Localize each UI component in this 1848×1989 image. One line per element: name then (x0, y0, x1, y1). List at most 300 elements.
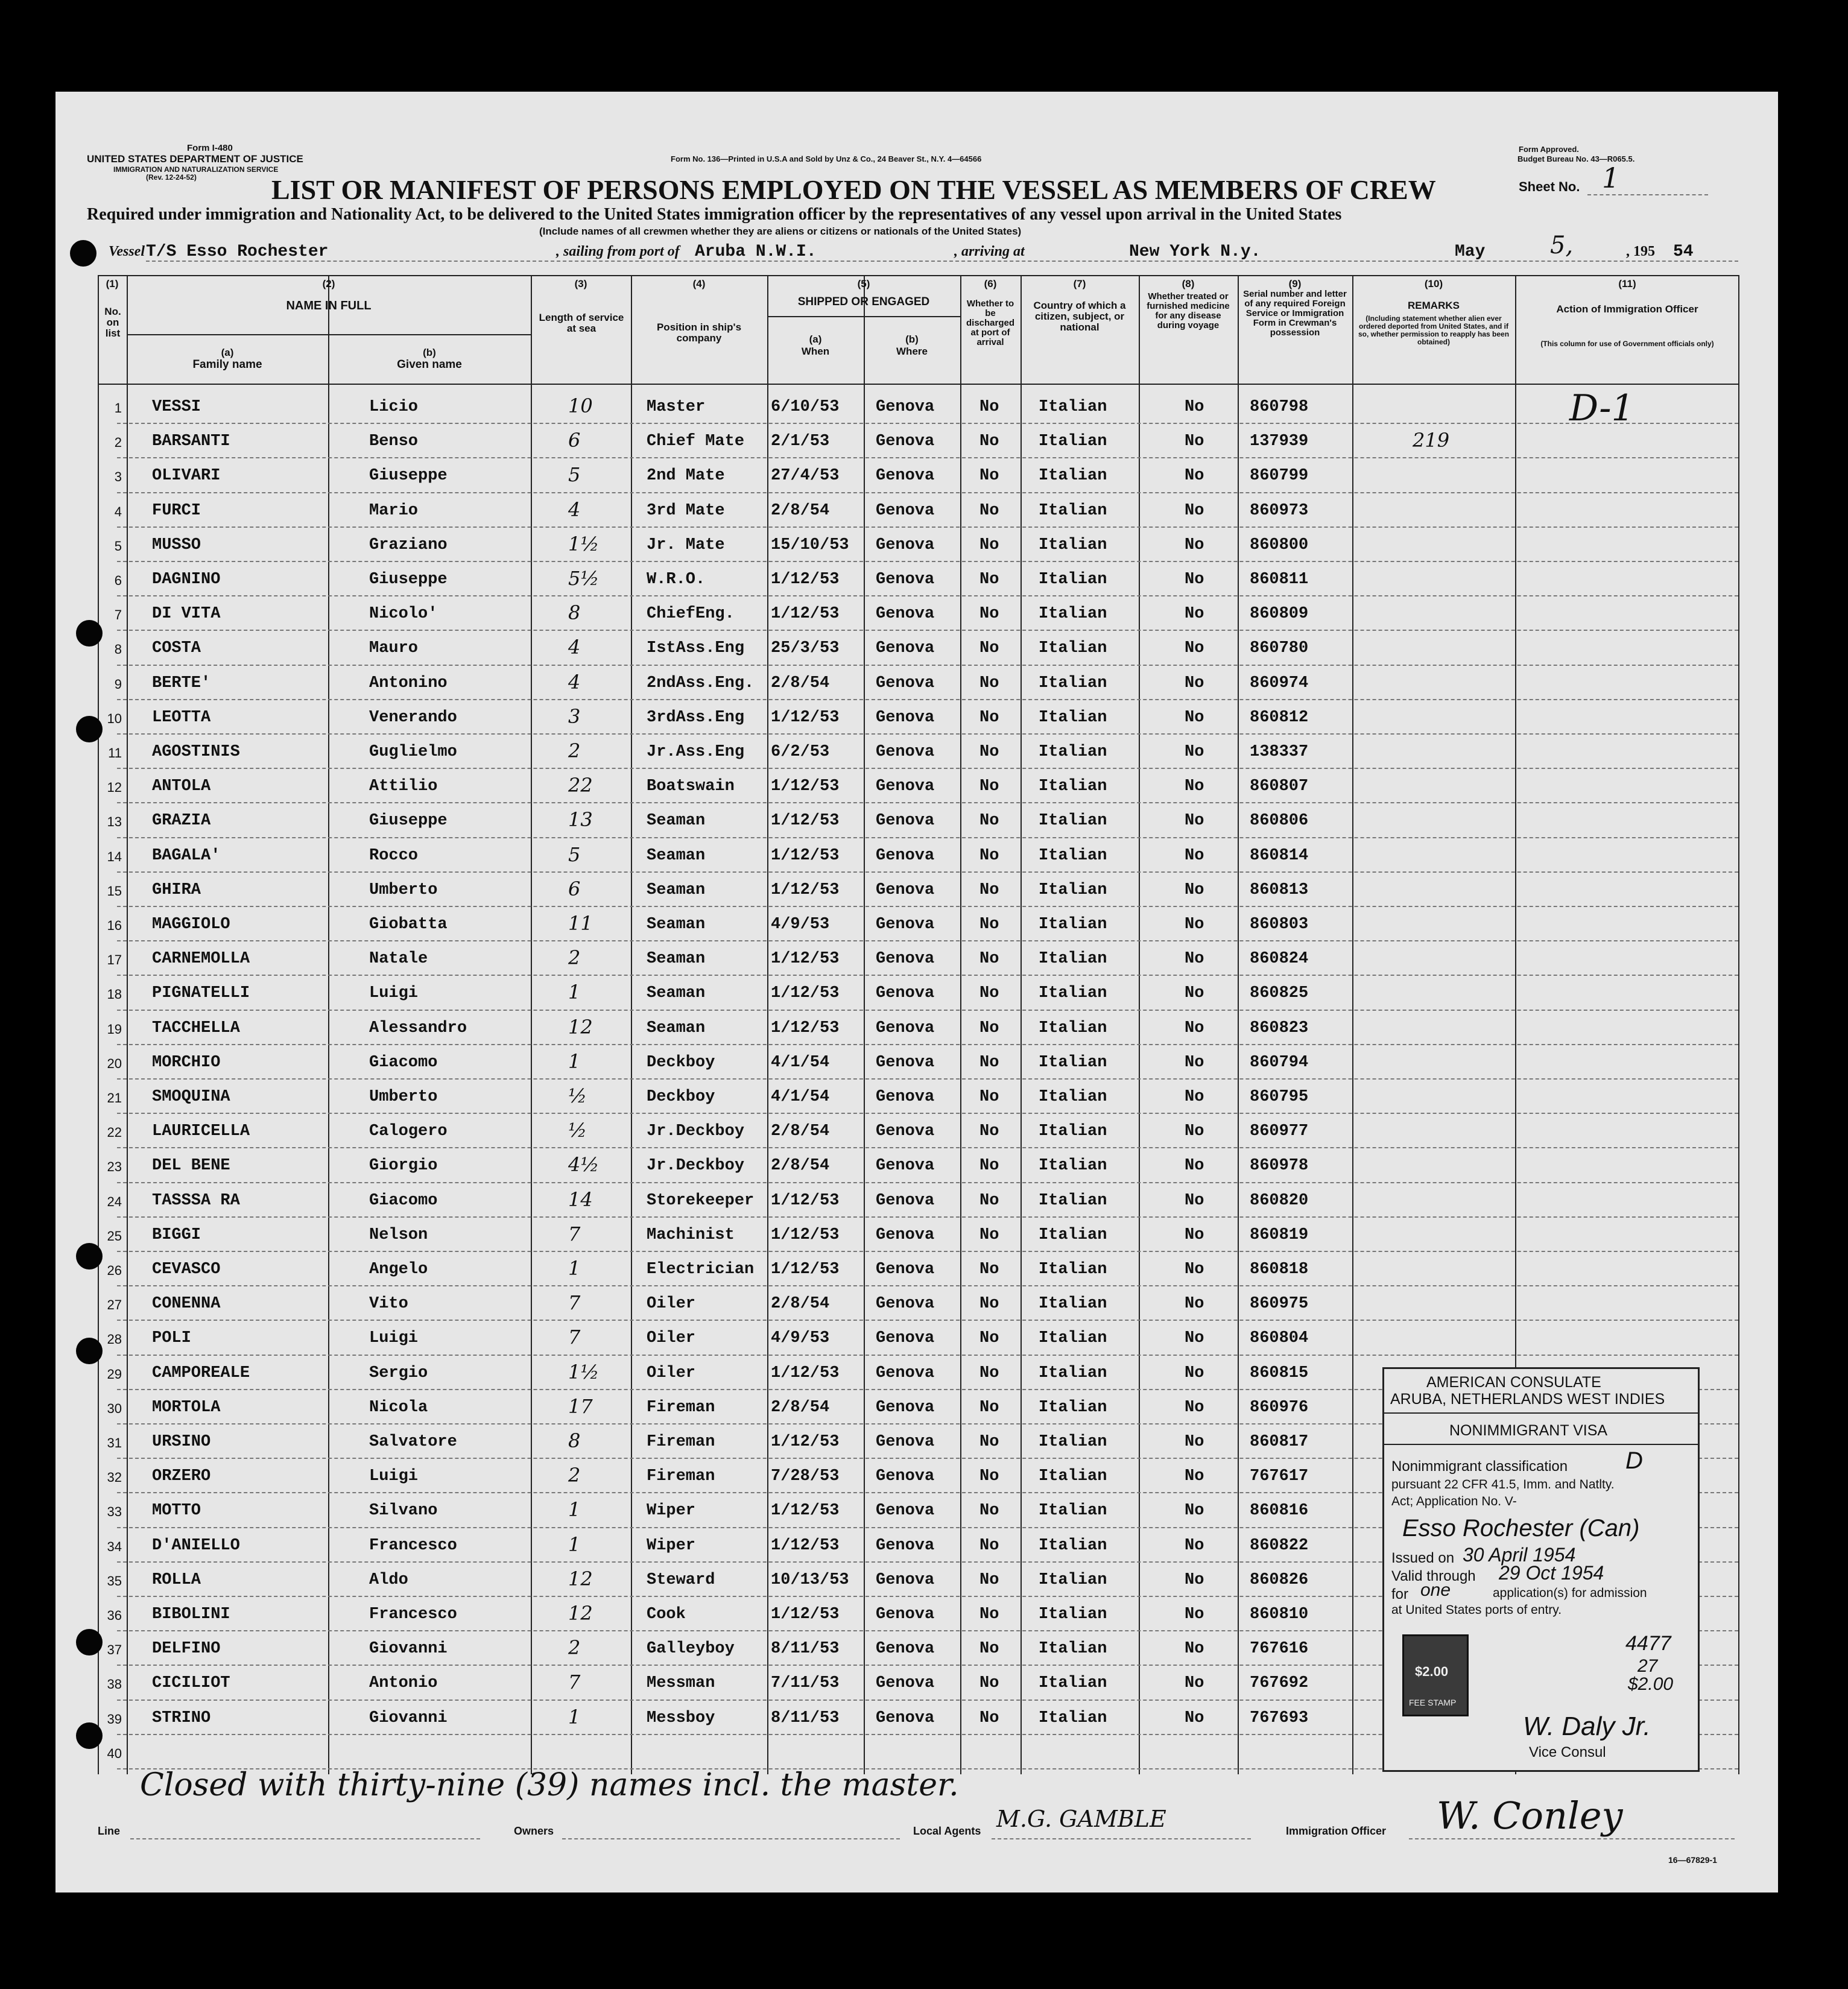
col4-number: (4) (692, 278, 706, 289)
shipped-where-cell: Genova (876, 846, 935, 865)
col10-number: (10) (1424, 278, 1443, 289)
shipped-where-cell: Genova (876, 467, 935, 485)
country-cell: Italian (1039, 708, 1107, 727)
shipped-when-cell: 2/8/54 (771, 501, 830, 520)
serial-number-cell: 860824 (1250, 950, 1309, 969)
service-length-cell: 7 (568, 1222, 581, 1245)
row-rule (117, 1216, 1738, 1218)
col2-label: NAME IN FULL (286, 299, 372, 312)
position-cell: Oiler (647, 1364, 696, 1382)
col10-note: (Including statement whether alien ever ordered deported from United States, and if so, whether permission to reapply has been obtained) (1358, 314, 1510, 346)
row-number: 20 (107, 1055, 122, 1071)
position-cell: Master (647, 398, 706, 416)
given-name-cell: Luigi (369, 1467, 419, 1486)
given-name-cell: Antonio (369, 1674, 438, 1693)
country-cell: Italian (1039, 398, 1107, 416)
shipped-where-cell: Genova (876, 1157, 935, 1175)
medicine-cell: No (1185, 1570, 1204, 1589)
row-number: 12 (107, 780, 122, 795)
row-number: 25 (107, 1228, 122, 1244)
country-cell: Italian (1039, 1157, 1107, 1175)
medicine-cell: No (1185, 1502, 1204, 1520)
service-length-cell: ½ (568, 1084, 587, 1107)
row-rule (117, 906, 1738, 907)
row-rule (117, 1147, 1738, 1148)
row-rule (117, 1285, 1738, 1286)
given-name-cell: Sergio (369, 1364, 428, 1382)
service-length-cell: 4 (568, 636, 581, 659)
medicine-cell: No (1185, 467, 1204, 485)
service-length-cell: 4 (568, 670, 581, 694)
shipped-when-cell: 4/1/54 (771, 1053, 830, 1072)
form-code: 16—67829-1 (1668, 1855, 1717, 1865)
given-name-cell: Licio (369, 398, 419, 416)
service-length-cell: 1 (568, 1705, 581, 1728)
serial-number-cell: 767693 (1250, 1709, 1309, 1727)
service-length-cell: 11 (568, 912, 593, 935)
service-length-cell: ½ (568, 1119, 587, 1142)
medicine-cell: No (1185, 1088, 1204, 1106)
shipped-where-cell: Genova (876, 915, 935, 934)
country-cell: Italian (1039, 1433, 1107, 1451)
fee-stamp-amount: $2.00 (1415, 1664, 1449, 1679)
shipped-when-cell: 2/1/53 (771, 432, 830, 451)
shipped-where-cell: Genova (876, 1536, 935, 1555)
shipped-where-cell: Genova (876, 1295, 935, 1314)
given-name-cell: Alessandro (369, 1019, 467, 1037)
medicine-cell: No (1185, 1053, 1204, 1072)
country-cell: Italian (1039, 1225, 1107, 1244)
family-name-cell: MUSSO (152, 536, 201, 554)
medicine-cell: No (1185, 1260, 1204, 1279)
shipped-where-cell: Genova (876, 1709, 935, 1727)
shipped-when-cell: 2/8/54 (771, 674, 830, 692)
shipped-when-cell: 1/12/53 (771, 777, 840, 796)
serial-number-cell: 860804 (1250, 1329, 1309, 1348)
family-name-cell: GHIRA (152, 881, 201, 899)
family-name-cell: CARNEMOLLA (152, 950, 250, 969)
service-length-cell: 17 (568, 1394, 593, 1418)
stamp-classification-label: Nonimmigrant classification (1391, 1458, 1568, 1475)
col7-label: Country of which a citizen, subject, or national (1033, 300, 1126, 333)
family-name-cell: GRAZIA (152, 812, 211, 830)
footer-line-underline (130, 1838, 480, 1839)
row-rule (117, 423, 1738, 424)
medicine-cell: No (1185, 743, 1204, 761)
family-name-cell: DEL BENE (152, 1157, 230, 1175)
column-rule (1021, 275, 1022, 1774)
given-name-cell: Mauro (369, 639, 419, 658)
row-number: 2 (114, 435, 122, 451)
row-number: 34 (107, 1538, 122, 1554)
service-length-cell: 10 (568, 394, 593, 417)
position-cell: Galleyboy (647, 1640, 735, 1659)
col9-number: (9) (1288, 278, 1302, 289)
column-rule (767, 275, 768, 1774)
medicine-cell: No (1185, 846, 1204, 865)
shipped-when-cell: 27/4/53 (771, 467, 840, 485)
discharged-cell: No (979, 1398, 999, 1417)
col1-number: (1) (106, 278, 119, 289)
medicine-cell: No (1185, 915, 1204, 934)
shipped-when-cell: 1/12/53 (771, 708, 840, 727)
shipped-where-cell: Genova (876, 1053, 935, 1072)
service-length-cell: 2 (568, 1464, 581, 1487)
shipped-where-cell: Genova (876, 1640, 935, 1659)
family-name-cell: MORCHIO (152, 1053, 221, 1072)
shipped-where-cell: Genova (876, 571, 935, 589)
column-rule (864, 275, 865, 1774)
stamp-act: Act; Application No. V- (1391, 1494, 1517, 1508)
footer-owners-label: Owners (514, 1825, 554, 1837)
row-number: 32 (107, 1470, 122, 1485)
shipped-when-cell: 1/12/53 (771, 1225, 840, 1244)
stamp-application-text: application(s) for admission (1493, 1586, 1647, 1600)
position-cell: 2ndAss.Eng. (647, 674, 755, 692)
position-cell: Fireman (647, 1398, 715, 1417)
footer-officer-label: Immigration Officer (1286, 1825, 1387, 1837)
row-rule (117, 733, 1738, 735)
given-name-cell: Nicola (369, 1398, 428, 1417)
discharged-cell: No (979, 1157, 999, 1175)
col8-label: Whether treated or furnished medicine for any disease during voyage (1147, 291, 1230, 330)
medicine-cell: No (1185, 536, 1204, 554)
country-cell: Italian (1039, 1019, 1107, 1037)
serial-number-cell: 860812 (1250, 708, 1309, 727)
given-name-cell: Aldo (369, 1570, 408, 1589)
position-cell: Seaman (647, 812, 706, 830)
punch-hole (70, 240, 97, 267)
position-cell: Electrician (647, 1260, 755, 1279)
country-cell: Italian (1039, 674, 1107, 692)
shipped-when-cell: 2/8/54 (771, 1295, 830, 1314)
row-rule (117, 1355, 1738, 1356)
medicine-cell: No (1185, 984, 1204, 1003)
row-number: 19 (107, 1021, 122, 1037)
shipped-where-cell: Genova (876, 639, 935, 658)
medicine-cell: No (1185, 1157, 1204, 1175)
service-length-cell: 4 (568, 498, 581, 521)
col11-number: (11) (1618, 278, 1636, 289)
country-cell: Italian (1039, 812, 1107, 830)
closing-note: Closed with thirty-nine (39) names incl. the master. (140, 1767, 959, 1803)
shipped-when-cell: 1/12/53 (771, 1605, 840, 1624)
serial-number-cell: 767616 (1250, 1640, 1309, 1659)
country-cell: Italian (1039, 1088, 1107, 1106)
shipped-where-cell: Genova (876, 881, 935, 899)
country-cell: Italian (1039, 1570, 1107, 1589)
serial-number-cell: 767692 (1250, 1674, 1309, 1693)
position-cell: Oiler (647, 1295, 696, 1314)
family-name-cell: CICILIOT (152, 1674, 230, 1693)
serial-number-cell: 860825 (1250, 984, 1309, 1003)
discharged-cell: No (979, 1329, 999, 1348)
row-number: 26 (107, 1263, 122, 1278)
discharged-cell: No (979, 881, 999, 899)
shipped-when-cell: 8/11/53 (771, 1640, 840, 1659)
remarks-cell: 219 (1413, 429, 1450, 452)
shipped-when-cell: 10/13/53 (771, 1570, 849, 1589)
country-cell: Italian (1039, 432, 1107, 451)
row-number: 10 (107, 710, 122, 726)
position-cell: Seaman (647, 984, 706, 1003)
col8-number: (8) (1182, 278, 1195, 289)
given-name-cell: Angelo (369, 1260, 428, 1279)
row-rule (117, 526, 1738, 528)
discharged-cell: No (979, 639, 999, 658)
country-cell: Italian (1039, 881, 1107, 899)
medicine-cell: No (1185, 1398, 1204, 1417)
shipped-where-cell: Genova (876, 1433, 935, 1451)
serial-number-cell: 860976 (1250, 1398, 1309, 1417)
country-cell: Italian (1039, 1295, 1107, 1314)
column-rule (1238, 275, 1239, 1774)
row-rule (117, 1010, 1738, 1011)
serial-number-cell: 860977 (1250, 1122, 1309, 1141)
shipped-where-cell: Genova (876, 674, 935, 692)
serial-number-cell: 860823 (1250, 1019, 1309, 1037)
service-length-cell: 2 (568, 1636, 581, 1660)
country-cell: Italian (1039, 467, 1107, 485)
family-name-cell: TASSSA RA (152, 1191, 240, 1210)
given-name-cell: Giacomo (369, 1191, 438, 1210)
shipped-where-cell: Genova (876, 1088, 935, 1106)
discharged-cell: No (979, 398, 999, 416)
arriving-label: , arriving at (954, 244, 1025, 259)
position-cell: Fireman (647, 1433, 715, 1451)
serial-number-cell: 860978 (1250, 1157, 1309, 1175)
discharged-cell: No (979, 812, 999, 830)
col5-label: SHIPPED OR ENGAGED (797, 296, 930, 308)
col1-label: No. on list (104, 306, 121, 339)
discharged-cell: No (979, 1467, 999, 1486)
position-cell: 3rd Mate (647, 501, 725, 520)
fee-stamp-label: FEE STAMP (1409, 1698, 1457, 1707)
country-cell: Italian (1039, 1674, 1107, 1693)
given-name-cell: Giuseppe (369, 571, 448, 589)
medicine-cell: No (1185, 571, 1204, 589)
row-number: 4 (114, 504, 122, 519)
sheet-label: Sheet No. (1519, 179, 1580, 194)
position-cell: Deckboy (647, 1088, 715, 1106)
country-cell: Italian (1039, 1709, 1107, 1727)
shipped-when-cell: 4/9/53 (771, 1329, 830, 1348)
country-cell: Italian (1039, 1502, 1107, 1520)
col6-number: (6) (984, 278, 997, 289)
medicine-cell: No (1185, 605, 1204, 624)
service-length-cell: 12 (568, 1015, 593, 1039)
service-length-cell: 14 (568, 1187, 593, 1211)
given-name-cell: Luigi (369, 984, 419, 1003)
stamp-divider (1384, 1412, 1698, 1414)
discharged-cell: No (979, 1640, 999, 1659)
medicine-cell: No (1185, 881, 1204, 899)
position-cell: Seaman (647, 915, 706, 934)
position-cell: Messboy (647, 1709, 715, 1727)
arrival-year: 54 (1673, 242, 1694, 261)
column-rule (960, 275, 961, 1774)
family-name-cell: FURCI (152, 501, 201, 520)
row-number: 36 (107, 1608, 122, 1623)
row-number: 33 (107, 1504, 122, 1520)
family-name-cell: BARSANTI (152, 432, 230, 451)
col10-label: REMARKS (1408, 300, 1460, 311)
family-name-cell: VESSI (152, 398, 201, 416)
col5-number: (5) (857, 278, 870, 289)
service-length-cell: 8 (568, 601, 581, 625)
shipped-when-cell: 1/12/53 (771, 950, 840, 969)
serial-number-cell: 860822 (1250, 1536, 1309, 1555)
position-cell: Steward (647, 1570, 715, 1589)
discharged-cell: No (979, 777, 999, 796)
discharged-cell: No (979, 571, 999, 589)
row-rule (117, 630, 1738, 631)
stamp-amount: $2.00 (1628, 1674, 1674, 1694)
medicine-cell: No (1185, 1467, 1204, 1486)
country-cell: Italian (1039, 536, 1107, 554)
service-length-cell: 1 (568, 981, 581, 1004)
position-cell: Seaman (647, 950, 706, 969)
discharged-cell: No (979, 708, 999, 727)
serial-number-cell: 860826 (1250, 1570, 1309, 1589)
given-name-cell: Umberto (369, 881, 438, 899)
shipped-when-cell: 1/12/53 (771, 571, 840, 589)
shipped-where-cell: Genova (876, 432, 935, 451)
discharged-cell: No (979, 467, 999, 485)
shipped-where-cell: Genova (876, 1570, 935, 1589)
subtitle: Required under immigration and Nationality Act, to be delivered to the United States immigration officer by the representatives of any vessel upon arrival in the United States (87, 205, 1342, 224)
country-cell: Italian (1039, 1053, 1107, 1072)
footer-agents-value: M.G. GAMBLE (996, 1806, 1166, 1832)
family-name-cell: BERTE' (152, 674, 211, 692)
medicine-cell: No (1185, 777, 1204, 796)
discharged-cell: No (979, 501, 999, 520)
discharged-cell: No (979, 984, 999, 1003)
consul-signature: W. Daly Jr. (1523, 1712, 1651, 1741)
stamp-for-value: one (1420, 1580, 1451, 1600)
shipped-when-cell: 1/12/53 (771, 1364, 840, 1382)
country-cell: Italian (1039, 1640, 1107, 1659)
punch-hole (76, 1243, 103, 1270)
col7-number: (7) (1073, 278, 1086, 289)
serial-number-cell: 860820 (1250, 1191, 1309, 1210)
serial-number-cell: 860794 (1250, 1053, 1309, 1072)
medicine-cell: No (1185, 1295, 1204, 1314)
stamp-issued-value: 30 April 1954 (1463, 1544, 1576, 1566)
column-rule (1352, 275, 1353, 1774)
discharged-cell: No (979, 950, 999, 969)
column-rule (531, 275, 532, 1774)
given-name-cell: Silvano (369, 1502, 438, 1520)
row-number: 1 (114, 400, 122, 416)
service-length-cell: 12 (568, 1567, 593, 1590)
row-number: 23 (107, 1159, 122, 1175)
discharged-cell: No (979, 1364, 999, 1382)
shipped-where-cell: Genova (876, 950, 935, 969)
service-length-cell: 6 (568, 877, 581, 900)
given-name-cell: Umberto (369, 1088, 438, 1106)
shipped-when-cell: 1/12/53 (771, 1191, 840, 1210)
service-length-cell: 8 (568, 1429, 581, 1452)
row-number: 35 (107, 1573, 122, 1589)
service: IMMIGRATION AND NATURALIZATION SERVICE (113, 165, 279, 174)
country-cell: Italian (1039, 1122, 1107, 1141)
sailing-label: , sailing from port of (556, 244, 680, 259)
given-name-cell: Natale (369, 950, 428, 969)
sheet-number: 1 (1602, 162, 1620, 194)
vessel-underline (146, 261, 1738, 262)
discharged-cell: No (979, 1122, 999, 1141)
form-number: Form I-480 (187, 143, 233, 153)
shipped-when-cell: 1/12/53 (771, 1536, 840, 1555)
given-name-cell: Francesco (369, 1605, 457, 1624)
position-cell: ChiefEng. (647, 605, 735, 624)
row-rule (117, 1113, 1738, 1114)
position-cell: Jr.Deckboy (647, 1122, 745, 1141)
medicine-cell: No (1185, 1225, 1204, 1244)
shipped-when-cell: 1/12/53 (771, 881, 840, 899)
country-cell: Italian (1039, 1260, 1107, 1279)
discharged-cell: No (979, 1709, 999, 1727)
country-cell: Italian (1039, 1364, 1107, 1382)
given-name-cell: Graziano (369, 536, 448, 554)
family-name-cell: MORTOLA (152, 1398, 221, 1417)
family-name-cell: MOTTO (152, 1502, 201, 1520)
shipped-when-cell: 8/11/53 (771, 1709, 840, 1727)
given-name-cell: Francesco (369, 1536, 457, 1555)
col2-number: (2) (322, 278, 335, 289)
stamp-issued-label: Issued on (1391, 1550, 1455, 1566)
given-name-cell: Rocco (369, 846, 419, 865)
country-cell: Italian (1039, 915, 1107, 934)
family-name-cell: STRINO (152, 1709, 211, 1727)
shipped-when-cell: 1/12/53 (771, 812, 840, 830)
family-name-cell: ANTOLA (152, 777, 211, 796)
country-cell: Italian (1039, 1398, 1107, 1417)
family-name-cell: BIBOLINI (152, 1605, 230, 1624)
medicine-cell: No (1185, 1329, 1204, 1348)
serial-number-cell: 860814 (1250, 846, 1309, 865)
given-name-cell: Giovanni (369, 1709, 448, 1727)
shipped-where-cell: Genova (876, 1019, 935, 1037)
medicine-cell: No (1185, 1640, 1204, 1659)
service-length-cell: 7 (568, 1326, 581, 1349)
shipped-when-cell: 6/2/53 (771, 743, 830, 761)
family-name-cell: TACCHELLA (152, 1019, 240, 1037)
fee-stamp-image (1402, 1634, 1469, 1716)
footer-line-label: Line (98, 1825, 121, 1837)
discharged-cell: No (979, 1570, 999, 1589)
given-name-cell: Antonino (369, 674, 448, 692)
serial-number-cell: 860810 (1250, 1605, 1309, 1624)
position-cell: IstAss.Eng (647, 639, 745, 658)
country-cell: Italian (1039, 777, 1107, 796)
family-name-cell: COSTA (152, 639, 201, 658)
discharged-cell: No (979, 1019, 999, 1037)
footer-agents-label: Local Agents (913, 1825, 981, 1837)
shipped-where-cell: Genova (876, 1260, 935, 1279)
serial-number-cell: 137939 (1250, 432, 1309, 451)
serial-number-cell: 860818 (1250, 1260, 1309, 1279)
position-cell: Wiper (647, 1502, 696, 1520)
arrival-port: New York N.y. (1129, 242, 1261, 261)
table-top-line (98, 275, 1739, 276)
country-cell: Italian (1039, 1605, 1107, 1624)
position-cell: Messman (647, 1674, 715, 1693)
family-name-cell: BAGALA' (152, 846, 221, 865)
column-rule (1738, 275, 1739, 1774)
family-name-cell: MAGGIOLO (152, 915, 230, 934)
